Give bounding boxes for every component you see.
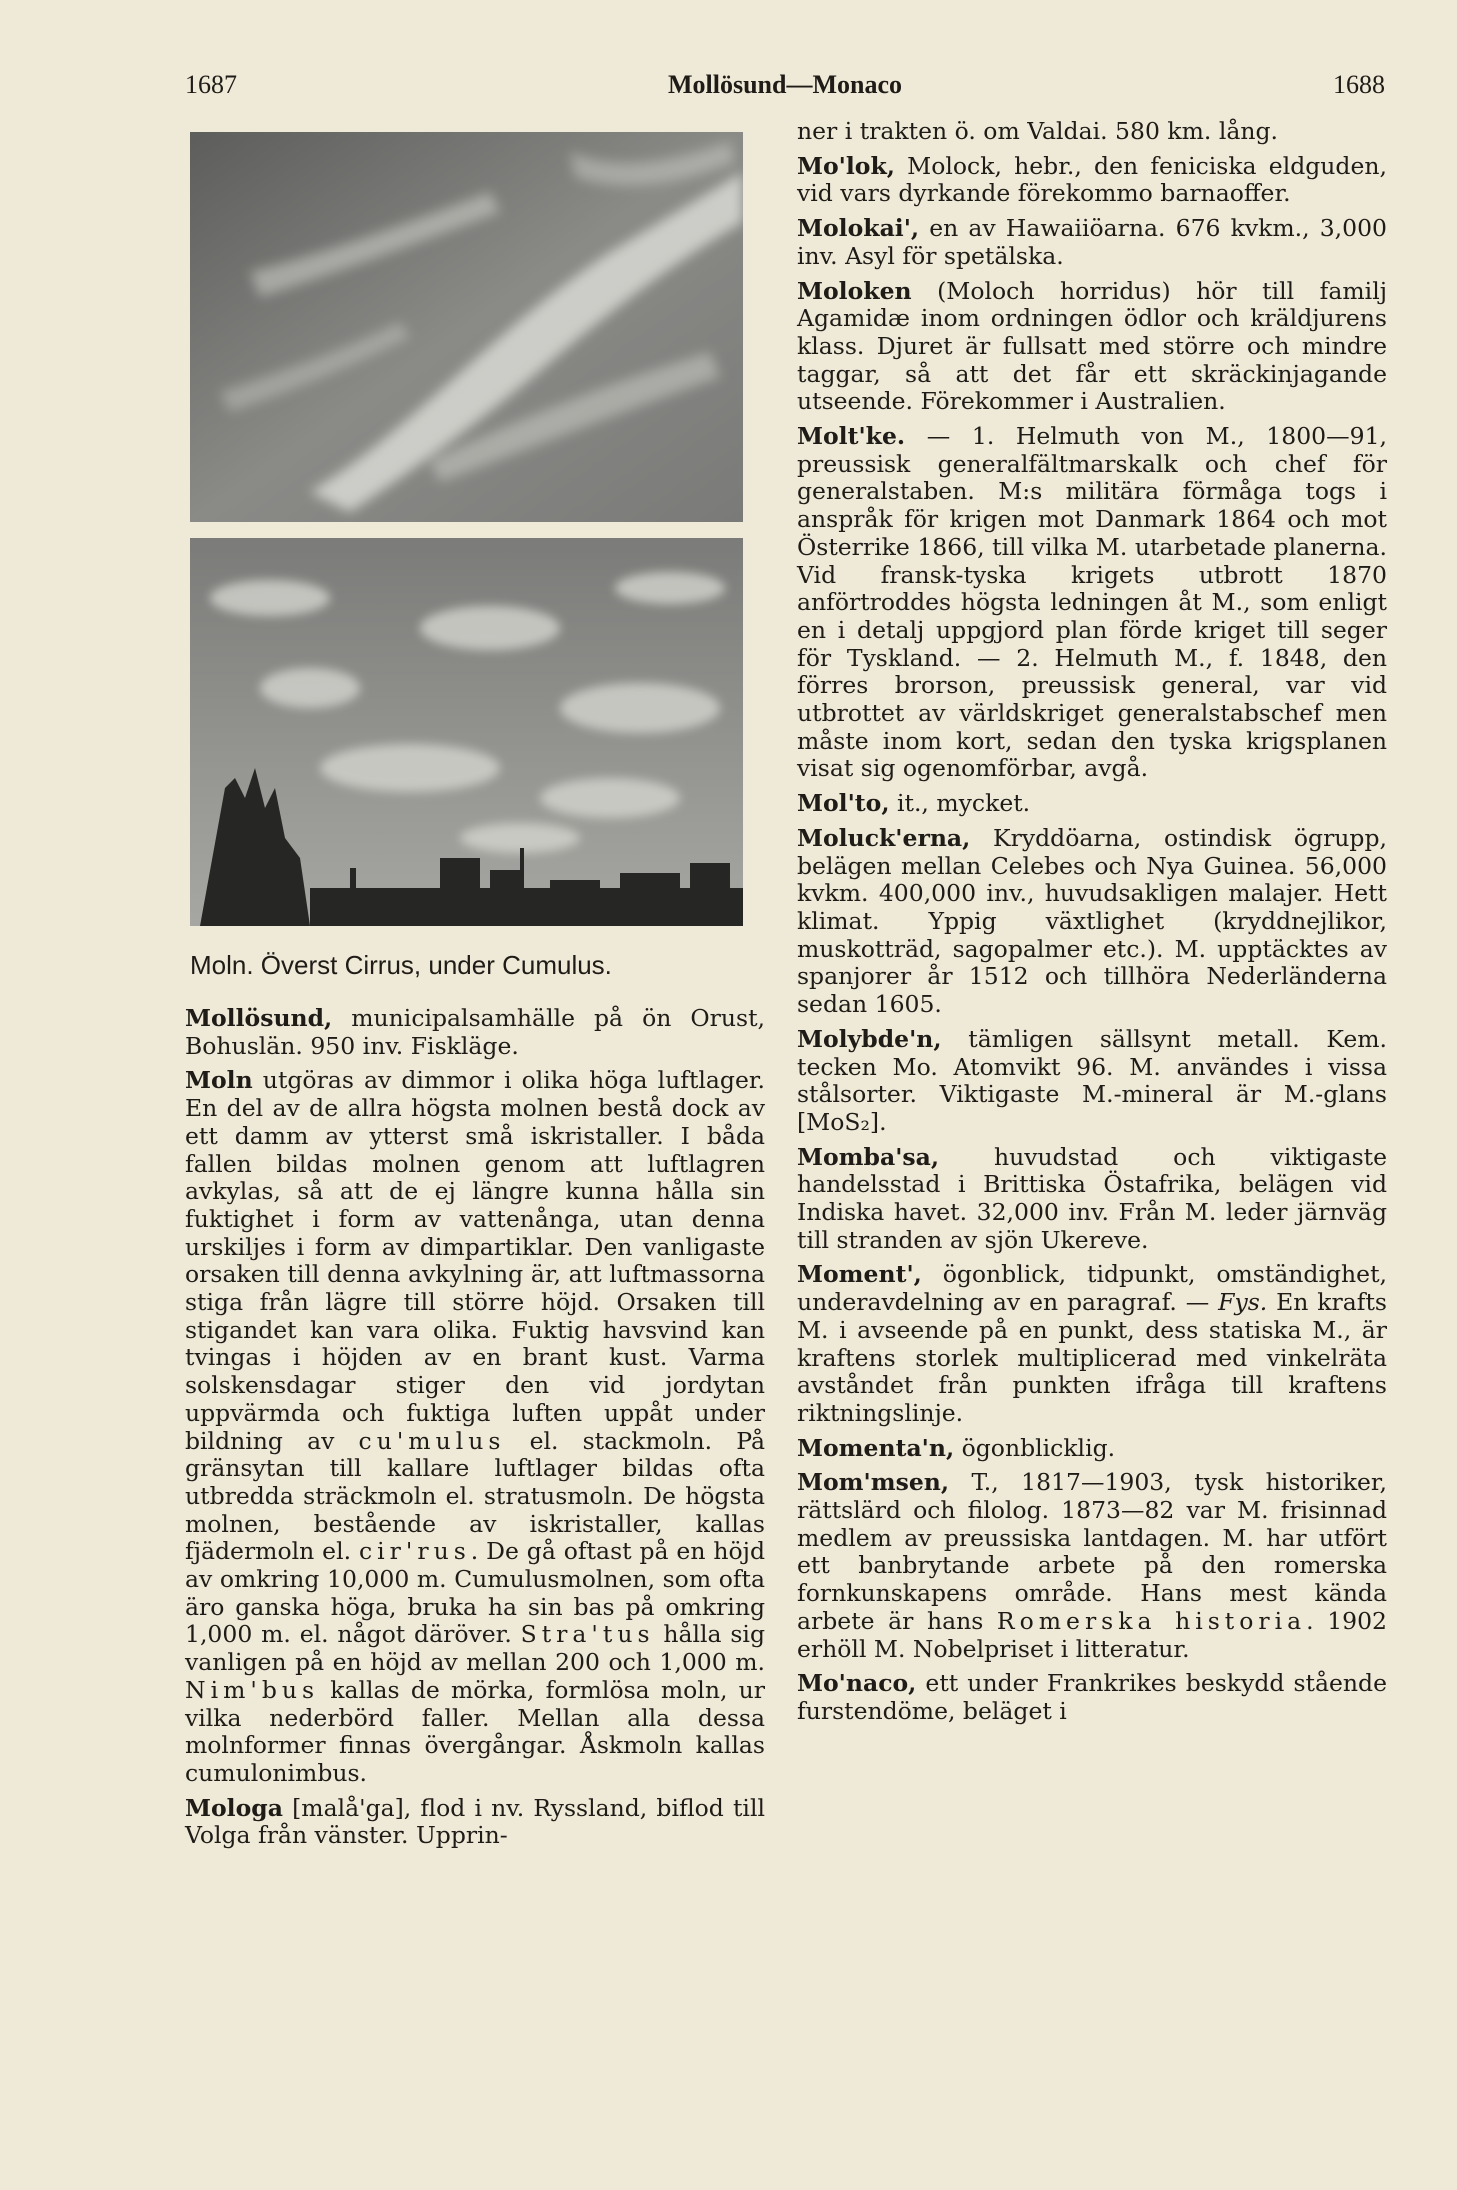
cirrus-photo	[190, 132, 743, 522]
entry-molok	[797, 153, 1387, 208]
page-header	[185, 70, 1385, 110]
spaced-term: cu'mulus	[358, 1426, 506, 1455]
headword: Moln	[185, 1066, 253, 1095]
entry-text: municipalsamhälle på ön Orust, Bohuslän. 950 inv. Fiskläge.	[185, 1004, 765, 1060]
entry-moloken	[797, 278, 1387, 417]
headword: Momenta'n,	[797, 1433, 955, 1462]
headword: Mollösund,	[185, 1004, 333, 1032]
entry-text: T., 1817—1903, tysk historiker, rättslärd och filolog. 1873—82 var M. frisinnad medlem av preussiska lantdagen. M. har utfört ett banbrytande arbete på den romerska fornkunskapens område. Hans mest kända arbete är hans	[797, 1468, 1387, 1635]
headword: Mologa	[185, 1793, 283, 1822]
page-number-left: 1687	[185, 70, 237, 99]
cumulus-photo	[190, 538, 743, 926]
entry-text: ögonblicklig.	[954, 1433, 1116, 1462]
spaced-term: Nim'bus	[185, 1675, 320, 1704]
entry-molokai	[797, 215, 1387, 270]
entry-text: (Moloch horridus) hör till familj Agamidæ inom ordningen ödlor och kräldjurens klass. Djuret är fullsatt med större och mindre taggar, så att det får ett skräckinjagande utseende. Förekommer i Australien.	[797, 276, 1387, 416]
headword: Mo'lok,	[797, 151, 895, 180]
left-column	[185, 1005, 765, 1857]
entry-text: huvudstad och viktigaste handelsstad i Brittiska Östafrika, belägen vid Indiska havet. 32,000 inv. Från M. leder järnväg till stranden av sjön Ukereve.	[797, 1142, 1387, 1254]
entry-text: utgöras av dimmor i olika höga luftlager. En del av de allra högsta molnen bestå dock av ett damm av ytterst små iskristaller. I båda fallen bildas molnen genom att luftlagren avkylas, så att de ej längre kunna hålla sin fuktighet i form av vattenånga, utan denna urskiljes i form av dimpartiklar. Den vanligaste orsaken till denna avkylning är, att luftmassorna stiga från lägre till större höjd. Orsaken till stigandet kan vara olika. Fuktig havsvind kan tvingas i höjden av en brant kust. Varma solskensdagar stiger den vid jordytan uppvärmda och fuktiga luften uppåt under bildning av	[185, 1066, 765, 1455]
entry-text: — 1. Helmuth von M., 1800—91, preussisk generalfältmarskalk och chef för generalstaben. M:s militära förmåga togs i anspråk för krigen mot Danmark 1864 och mot Österrike 1866, till vilka M. utarbetade planerna. Vid fransk-tyska krigets utbrott 1870 anförtroddes högsta ledningen åt M., som enligt en i detalj uppgjord plan förde kriget till seger för Tyskland. — 2. Helmuth M., f. 1848, den förres brorson, preussisk general, var vid utbrottet av världskriget generalstabschef men måste inom kort, sedan den tyska krigsplanen visat sig ogenomförbar, avgå.	[797, 422, 1387, 783]
entry-molto	[797, 790, 1387, 818]
spaced-term: cir'rus	[358, 1537, 471, 1566]
entry-molybden	[797, 1026, 1387, 1137]
entry-text: . 1902 erhöll M. Nobelpriset i litteratur.	[797, 1606, 1388, 1663]
entry-text: [malå'ga], flod i nv. Ryssland, biflod till Volga från vänster. Upprin-	[185, 1793, 765, 1850]
entry-text: En krafts M. i avseende på en punkt, dess statiska M., är kraftens storlek multiplicerad med vinkelräta avståndet från punkten ifråga till kraftens riktningslinje.	[797, 1288, 1387, 1427]
headword: Moment',	[797, 1260, 922, 1289]
headword: Mol'to,	[797, 789, 890, 818]
entry-text: kallas de mörka, formlösa moln, ur vilka nederbörd faller. Mellan alla dessa molnformer finnas övergångar. Åskmoln kallas cumulonimbus.	[185, 1675, 765, 1787]
entry-moltke	[797, 423, 1387, 783]
entry-mologa-continued: ner i trakten ö. om Valdai. 580 km. lång.	[797, 117, 1279, 145]
headword: Moluck'erna,	[797, 823, 971, 852]
entry-mombasa	[797, 1144, 1387, 1255]
entry-text: Molock, hebr., den feniciska eldguden, vid vars dyrkande förekommo barnaoffer.	[797, 151, 1387, 208]
page-number-right: 1688	[1333, 70, 1385, 99]
headword: Momba'sa,	[797, 1142, 940, 1171]
entry-text: it., mycket.	[889, 789, 1031, 818]
entry-mologa	[185, 1795, 765, 1850]
entry-moln	[185, 1067, 765, 1787]
entry-text: . De gå oftast på en höjd av omkring 10,000 m. Cumulusmolnen, som ofta äro ganska höga, bruka ha sin bas på omkring 1,000 m. el. något däröver.	[185, 1537, 765, 1649]
entry-text: el. stackmoln. På gränsytan till kallare luftlager bildas ofta utbredda sträckmoln el. stratusmoln. De högsta molnen, bestående av iskristaller, kallas fjädermoln el.	[185, 1426, 765, 1566]
headword: Moloken	[797, 276, 912, 305]
running-title: Mollösund—Monaco	[667, 70, 903, 99]
spaced-term: Stra'tus	[520, 1620, 655, 1649]
entry-text: ögonblick, tidpunkt, omständighet, underavdelning av en paragraf. —	[797, 1260, 1387, 1317]
entry-moment	[797, 1261, 1387, 1427]
entry-monaco	[797, 1670, 1387, 1725]
entry-text: ett under Frankrikes beskydd stående furstendöme, beläget i	[797, 1669, 1387, 1725]
entry-text: en av Hawaiiöarna. 676 kvkm., 3,000 inv. Asyl för spetälska.	[797, 214, 1387, 270]
entry-text: tämligen sällsynt metall. Kem. tecken Mo. Atomvikt 96. M. användes i vissa stålsorter. Viktigaste M.-mineral är M.-glans [MoS₂].	[797, 1024, 1387, 1136]
headword: Molybde'n,	[797, 1024, 942, 1053]
headword: Mom'msen,	[797, 1468, 950, 1497]
italic-term: Fys.	[1218, 1288, 1268, 1317]
spaced-term: Romerska historia	[996, 1606, 1307, 1635]
entry-mollosund	[185, 1005, 765, 1060]
entry-text: hålla sig vanligen på en höjd av mellan 200 och 1,000 m.	[185, 1620, 765, 1677]
headword: Molokai',	[797, 214, 920, 243]
entry-momentan	[797, 1435, 1387, 1463]
right-column	[797, 118, 1387, 1733]
entry-moluckerna	[797, 825, 1387, 1019]
headword: Mo'naco,	[797, 1669, 917, 1698]
entry-text: Kryddöarna, ostindisk ögrupp, belägen mellan Celebes och Nya Guinea. 56,000 kvkm. 400,000 inv., huvudsakligen malajer. Hett klimat. Yppig växtlighet (kryddnejlikor, muskotträd, sagopalmer etc.). M. upptäcktes av spanjorer år 1512 och tillhöra Nederländerna sedan 1605.	[797, 823, 1387, 1019]
entry-mommsen	[797, 1469, 1387, 1663]
headword: Molt'ke.	[797, 422, 906, 451]
figure-caption: Moln. Överst Cirrus, under Cumulus.	[190, 950, 612, 980]
